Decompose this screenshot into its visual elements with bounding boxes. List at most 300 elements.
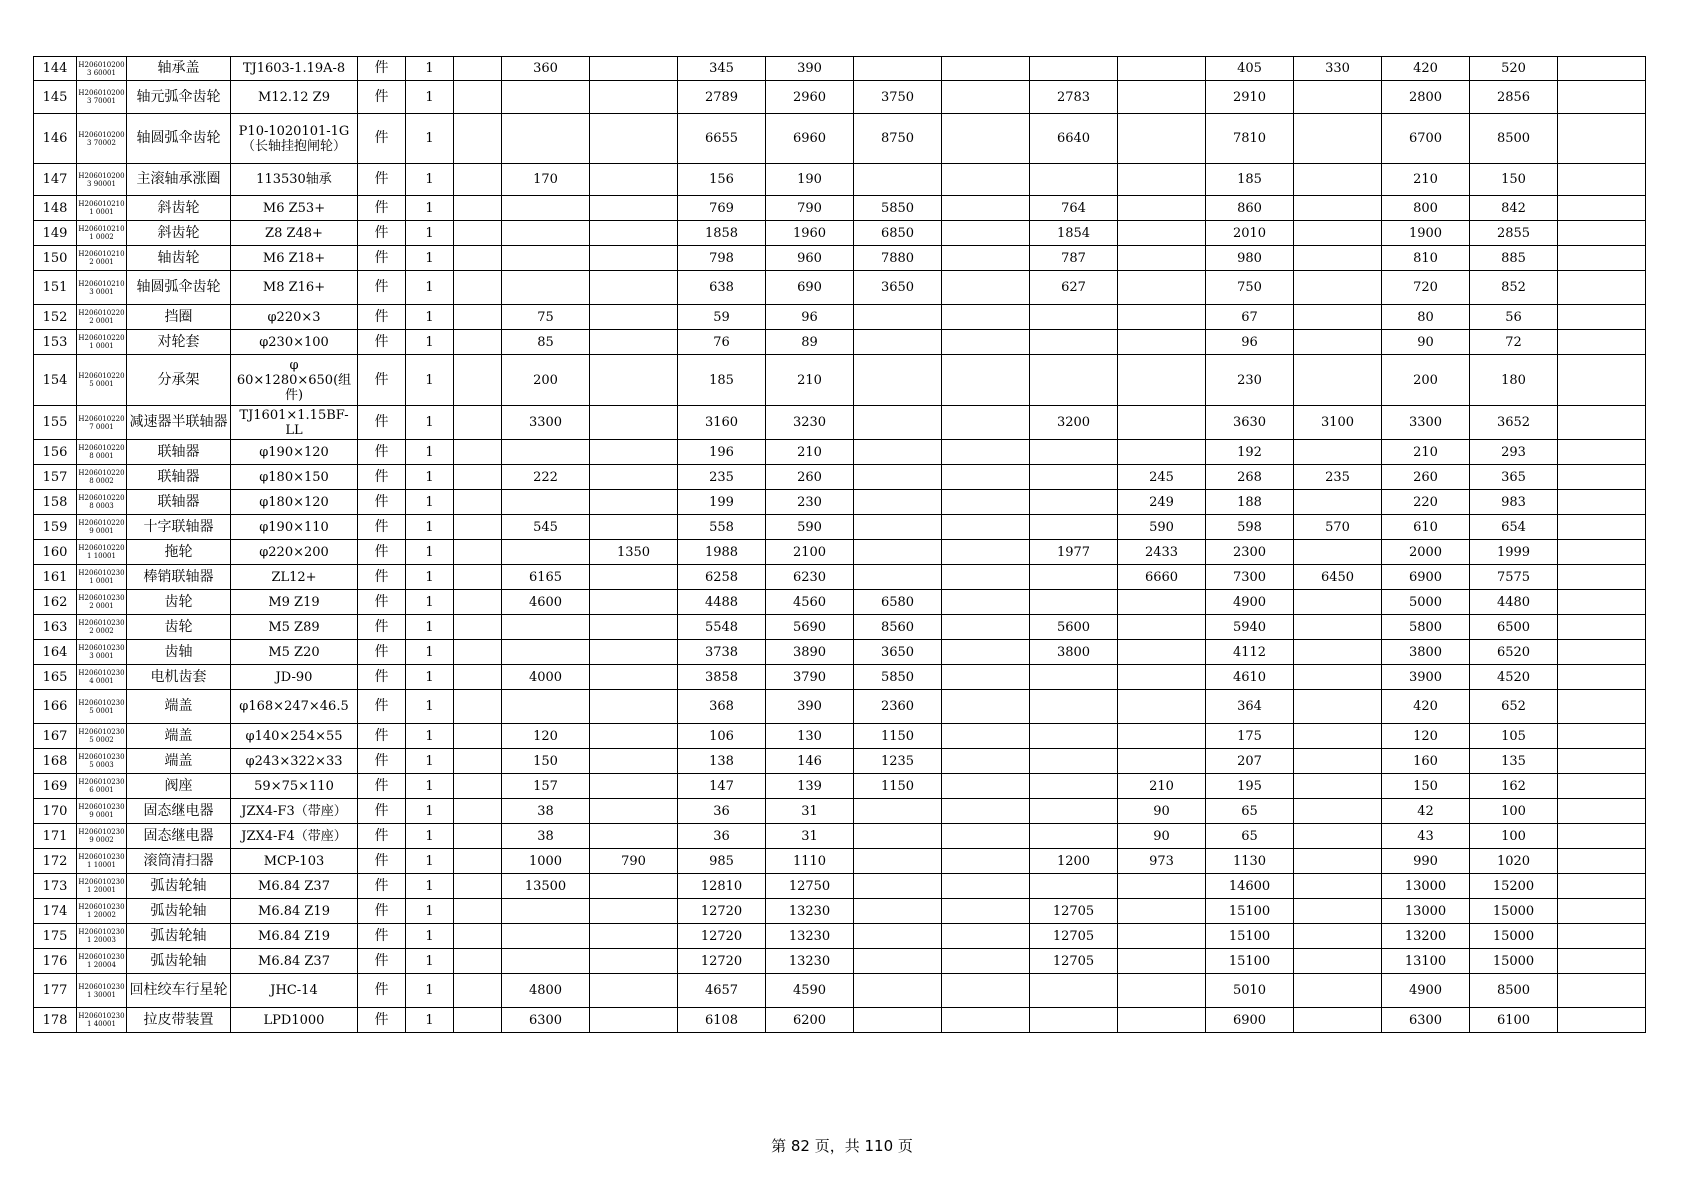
item-spec: φ140×254×55 — [231, 724, 358, 749]
table-row — [34, 271, 1646, 305]
price-cell — [942, 615, 1030, 640]
row-number: 177 — [34, 974, 77, 1008]
price-cell — [854, 540, 942, 565]
item-qty: 1 — [406, 515, 454, 540]
item-spec: M9 Z19 — [231, 590, 358, 615]
price-cell — [942, 81, 1030, 114]
item-spec: φ 60×1280×650(组件) — [231, 355, 358, 406]
price-cell: 3890 — [766, 640, 854, 665]
price-cell: 188 — [1206, 490, 1294, 515]
price-cell — [1558, 1008, 1646, 1033]
price-cell — [1294, 440, 1382, 465]
price-cell — [502, 640, 590, 665]
price-cell — [502, 221, 590, 246]
price-cell: 3790 — [766, 665, 854, 690]
price-cell: 590 — [1118, 515, 1206, 540]
price-cell: 220 — [1382, 490, 1470, 515]
price-cell: 7575 — [1470, 565, 1558, 590]
table-row — [34, 355, 1646, 406]
item-spec: φ190×120 — [231, 440, 358, 465]
price-cell: 852 — [1470, 271, 1558, 305]
price-cell: 3738 — [678, 640, 766, 665]
price-cell — [1030, 565, 1118, 590]
price-cell — [590, 490, 678, 515]
row-number: 153 — [34, 330, 77, 355]
price-cell: 120 — [1382, 724, 1470, 749]
price-cell — [590, 440, 678, 465]
price-cell: 38 — [502, 799, 590, 824]
price-cell: 8560 — [854, 615, 942, 640]
price-cell: 150 — [1382, 774, 1470, 799]
price-cell: 2856 — [1470, 81, 1558, 114]
price-cell: 1150 — [854, 724, 942, 749]
item-code: H2060102309 0001 — [77, 799, 127, 824]
price-cell: 2800 — [1382, 81, 1470, 114]
item-code: H2060102303 0001 — [77, 640, 127, 665]
row-number: 151 — [34, 271, 77, 305]
price-cell: 860 — [1206, 196, 1294, 221]
price-cell — [942, 1008, 1030, 1033]
price-cell — [1118, 114, 1206, 164]
price-cell — [1558, 749, 1646, 774]
table-row — [34, 57, 1646, 81]
price-cell — [942, 114, 1030, 164]
item-qty: 1 — [406, 406, 454, 440]
price-cell: 120 — [502, 724, 590, 749]
price-cell: 72 — [1470, 330, 1558, 355]
price-cell — [1294, 665, 1382, 690]
price-cell — [854, 924, 942, 949]
price-cell — [942, 515, 1030, 540]
item-name: 齿轮 — [127, 615, 231, 640]
price-cell — [854, 899, 942, 924]
price-cell — [454, 565, 502, 590]
price-cell: 420 — [1382, 57, 1470, 81]
price-cell: 983 — [1470, 490, 1558, 515]
item-code: H2060102003 60001 — [77, 57, 127, 81]
item-name: 斜齿轮 — [127, 196, 231, 221]
item-spec: M6.84 Z37 — [231, 949, 358, 974]
table-row — [34, 114, 1646, 164]
price-cell — [1030, 490, 1118, 515]
price-cell: 96 — [766, 305, 854, 330]
item-qty: 1 — [406, 724, 454, 749]
table-row — [34, 665, 1646, 690]
item-code: H2060102101 0001 — [77, 196, 127, 221]
price-cell: 230 — [766, 490, 854, 515]
item-name: 端盖 — [127, 724, 231, 749]
price-cell — [454, 949, 502, 974]
price-cell: 390 — [766, 690, 854, 724]
price-cell: 2910 — [1206, 81, 1294, 114]
price-cell: 3160 — [678, 406, 766, 440]
price-cell — [1558, 271, 1646, 305]
item-spec: LPD1000 — [231, 1008, 358, 1033]
price-cell: 5000 — [1382, 590, 1470, 615]
price-cell: 6258 — [678, 565, 766, 590]
price-cell: 59 — [678, 305, 766, 330]
price-cell — [942, 330, 1030, 355]
price-cell: 199 — [678, 490, 766, 515]
price-cell: 1200 — [1030, 849, 1118, 874]
item-unit: 件 — [358, 490, 406, 515]
price-cell: 12720 — [678, 949, 766, 974]
price-cell: 13000 — [1382, 874, 1470, 899]
price-cell: 330 — [1294, 57, 1382, 81]
price-cell — [454, 196, 502, 221]
price-cell: 15000 — [1470, 924, 1558, 949]
item-code: H2060102003 70001 — [77, 81, 127, 114]
item-code: H2060102301 20001 — [77, 874, 127, 899]
price-cell — [590, 246, 678, 271]
price-cell: 210 — [1118, 774, 1206, 799]
item-unit: 件 — [358, 406, 406, 440]
item-spec: φ190×110 — [231, 515, 358, 540]
price-cell — [1294, 949, 1382, 974]
price-cell — [590, 164, 678, 196]
price-cell: 800 — [1382, 196, 1470, 221]
price-cell — [590, 465, 678, 490]
price-cell — [1030, 824, 1118, 849]
price-cell — [1294, 246, 1382, 271]
price-cell: 38 — [502, 824, 590, 849]
table-row — [34, 515, 1646, 540]
price-cell: 6108 — [678, 1008, 766, 1033]
item-spec: M5 Z89 — [231, 615, 358, 640]
price-cell — [854, 974, 942, 1008]
price-cell: 13500 — [502, 874, 590, 899]
price-cell — [942, 57, 1030, 81]
price-cell — [942, 724, 1030, 749]
price-cell — [590, 824, 678, 849]
price-cell — [590, 749, 678, 774]
price-cell — [1030, 164, 1118, 196]
price-cell — [502, 540, 590, 565]
item-code: H2060102305 0003 — [77, 749, 127, 774]
price-cell: 293 — [1470, 440, 1558, 465]
item-spec: 113530轴承 — [231, 164, 358, 196]
row-number: 161 — [34, 565, 77, 590]
price-cell: 195 — [1206, 774, 1294, 799]
price-cell: 175 — [1206, 724, 1294, 749]
item-unit: 件 — [358, 196, 406, 221]
price-cell: 960 — [766, 246, 854, 271]
price-cell: 160 — [1382, 749, 1470, 774]
price-cell: 6165 — [502, 565, 590, 590]
price-cell: 6655 — [678, 114, 766, 164]
price-cell — [1558, 824, 1646, 849]
price-cell — [1558, 330, 1646, 355]
row-number: 147 — [34, 164, 77, 196]
table-row — [34, 849, 1646, 874]
item-qty: 1 — [406, 590, 454, 615]
price-cell — [454, 724, 502, 749]
price-cell — [1294, 271, 1382, 305]
item-name: 轴圆弧伞齿轮 — [127, 271, 231, 305]
row-number: 145 — [34, 81, 77, 114]
price-cell: 368 — [678, 690, 766, 724]
item-name: 滚筒清扫器 — [127, 849, 231, 874]
price-cell: 67 — [1206, 305, 1294, 330]
price-cell: 3300 — [1382, 406, 1470, 440]
price-cell: 8750 — [854, 114, 942, 164]
price-cell: 790 — [766, 196, 854, 221]
price-cell — [1118, 330, 1206, 355]
price-cell: 787 — [1030, 246, 1118, 271]
item-qty: 1 — [406, 924, 454, 949]
price-cell: 12810 — [678, 874, 766, 899]
price-cell: 6450 — [1294, 565, 1382, 590]
price-cell: 750 — [1206, 271, 1294, 305]
price-cell — [942, 590, 1030, 615]
price-cell — [502, 690, 590, 724]
price-cell: 3300 — [502, 406, 590, 440]
price-cell — [1294, 540, 1382, 565]
price-cell: 13200 — [1382, 924, 1470, 949]
price-cell — [590, 221, 678, 246]
price-cell — [590, 355, 678, 406]
price-cell — [1118, 615, 1206, 640]
price-cell: 36 — [678, 799, 766, 824]
item-unit: 件 — [358, 81, 406, 114]
price-cell: 364 — [1206, 690, 1294, 724]
item-qty: 1 — [406, 305, 454, 330]
price-cell: 3630 — [1206, 406, 1294, 440]
item-name: 联轴器 — [127, 440, 231, 465]
price-cell: 15100 — [1206, 899, 1294, 924]
price-cell — [942, 690, 1030, 724]
price-cell — [1558, 515, 1646, 540]
item-qty: 1 — [406, 355, 454, 406]
price-cell — [1118, 874, 1206, 899]
price-cell — [1118, 221, 1206, 246]
price-cell — [1118, 724, 1206, 749]
price-cell: 1235 — [854, 749, 942, 774]
price-cell: 4900 — [1382, 974, 1470, 1008]
item-name: 拉皮带装置 — [127, 1008, 231, 1033]
item-code: H2060102202 0001 — [77, 305, 127, 330]
price-cell — [1558, 406, 1646, 440]
price-cell: 105 — [1470, 724, 1558, 749]
item-name: 减速器半联轴器 — [127, 406, 231, 440]
price-cell: 43 — [1382, 824, 1470, 849]
item-qty: 1 — [406, 490, 454, 515]
price-cell: 3900 — [1382, 665, 1470, 690]
price-cell — [854, 799, 942, 824]
price-cell: 1350 — [590, 540, 678, 565]
price-cell — [1118, 590, 1206, 615]
price-cell — [1118, 406, 1206, 440]
row-number: 178 — [34, 1008, 77, 1033]
price-cell: 6230 — [766, 565, 854, 590]
item-name: 拖轮 — [127, 540, 231, 565]
price-cell — [454, 114, 502, 164]
item-code: H2060102208 0002 — [77, 465, 127, 490]
item-spec: M5 Z20 — [231, 640, 358, 665]
price-cell: 185 — [678, 355, 766, 406]
row-number: 152 — [34, 305, 77, 330]
price-cell: 3230 — [766, 406, 854, 440]
row-number: 150 — [34, 246, 77, 271]
price-cell: 2100 — [766, 540, 854, 565]
table-row — [34, 565, 1646, 590]
price-cell — [854, 330, 942, 355]
price-cell: 2783 — [1030, 81, 1118, 114]
row-number: 173 — [34, 874, 77, 899]
item-unit: 件 — [358, 824, 406, 849]
price-cell — [854, 490, 942, 515]
price-cell — [942, 305, 1030, 330]
price-cell — [1294, 799, 1382, 824]
item-qty: 1 — [406, 1008, 454, 1033]
price-cell — [1118, 749, 1206, 774]
row-number: 156 — [34, 440, 77, 465]
price-cell — [942, 164, 1030, 196]
price-cell — [454, 330, 502, 355]
table-row — [34, 246, 1646, 271]
price-cell — [942, 774, 1030, 799]
table-row — [34, 774, 1646, 799]
price-cell: 973 — [1118, 849, 1206, 874]
price-cell: 31 — [766, 824, 854, 849]
item-qty: 1 — [406, 57, 454, 81]
item-spec: M12.12 Z9 — [231, 81, 358, 114]
row-number: 168 — [34, 749, 77, 774]
item-code: H2060102301 20003 — [77, 924, 127, 949]
row-number: 154 — [34, 355, 77, 406]
price-cell — [1030, 665, 1118, 690]
item-code: H2060102302 0001 — [77, 590, 127, 615]
price-cell: 156 — [678, 164, 766, 196]
item-name: 对轮套 — [127, 330, 231, 355]
price-cell — [942, 565, 1030, 590]
price-cell — [590, 724, 678, 749]
price-cell: 842 — [1470, 196, 1558, 221]
price-cell: 6900 — [1206, 1008, 1294, 1033]
price-cell: 590 — [766, 515, 854, 540]
price-cell: 360 — [502, 57, 590, 81]
price-cell — [1030, 749, 1118, 774]
price-cell: 200 — [502, 355, 590, 406]
item-code: H2060102302 0002 — [77, 615, 127, 640]
price-cell — [1558, 640, 1646, 665]
price-cell — [1118, 355, 1206, 406]
price-cell: 1000 — [502, 849, 590, 874]
price-cell: 2000 — [1382, 540, 1470, 565]
price-cell: 405 — [1206, 57, 1294, 81]
item-spec: φ168×247×46.5 — [231, 690, 358, 724]
price-cell — [1118, 440, 1206, 465]
price-cell — [1558, 440, 1646, 465]
item-qty: 1 — [406, 874, 454, 899]
item-name: 阀座 — [127, 774, 231, 799]
price-cell: 2433 — [1118, 540, 1206, 565]
price-cell — [590, 640, 678, 665]
price-cell — [942, 355, 1030, 406]
item-unit: 件 — [358, 164, 406, 196]
table-row — [34, 724, 1646, 749]
item-spec: ZL12+ — [231, 565, 358, 590]
price-cell: 85 — [502, 330, 590, 355]
item-code: H2060102003 70002 — [77, 114, 127, 164]
price-cell — [454, 640, 502, 665]
item-code: H2060102305 0001 — [77, 690, 127, 724]
price-cell: 162 — [1470, 774, 1558, 799]
item-name: 挡圈 — [127, 305, 231, 330]
item-name: 弧齿轮轴 — [127, 899, 231, 924]
item-qty: 1 — [406, 749, 454, 774]
item-spec: JHC-14 — [231, 974, 358, 1008]
price-cell: 31 — [766, 799, 854, 824]
item-qty: 1 — [406, 974, 454, 1008]
price-cell: 12720 — [678, 924, 766, 949]
row-number: 148 — [34, 196, 77, 221]
price-cell: 6100 — [1470, 1008, 1558, 1033]
price-cell — [1294, 355, 1382, 406]
price-cell: 8500 — [1470, 114, 1558, 164]
price-cell — [1558, 665, 1646, 690]
price-cell — [1294, 164, 1382, 196]
price-cell — [1294, 615, 1382, 640]
price-cell — [942, 799, 1030, 824]
item-unit: 件 — [358, 590, 406, 615]
price-cell — [1558, 924, 1646, 949]
price-cell — [1030, 57, 1118, 81]
item-unit: 件 — [358, 440, 406, 465]
price-cell: 638 — [678, 271, 766, 305]
item-code: H2060102201 10001 — [77, 540, 127, 565]
price-cell: 200 — [1382, 355, 1470, 406]
price-cell — [454, 164, 502, 196]
price-cell: 4000 — [502, 665, 590, 690]
price-cell — [1294, 590, 1382, 615]
price-cell: 545 — [502, 515, 590, 540]
price-cell — [854, 465, 942, 490]
price-cell — [454, 221, 502, 246]
item-unit: 件 — [358, 974, 406, 1008]
price-cell: 2855 — [1470, 221, 1558, 246]
price-cell: 96 — [1206, 330, 1294, 355]
price-cell: 157 — [502, 774, 590, 799]
price-cell: 146 — [766, 749, 854, 774]
price-cell: 6520 — [1470, 640, 1558, 665]
price-cell — [1558, 899, 1646, 924]
item-qty: 1 — [406, 899, 454, 924]
price-cell — [454, 406, 502, 440]
item-name: 弧齿轮轴 — [127, 924, 231, 949]
price-cell: 235 — [678, 465, 766, 490]
item-code: H2060102306 0001 — [77, 774, 127, 799]
item-name: 主滚轴承涨圈 — [127, 164, 231, 196]
price-cell — [942, 221, 1030, 246]
price-cell — [454, 615, 502, 640]
price-cell: 90 — [1382, 330, 1470, 355]
item-qty: 1 — [406, 164, 454, 196]
item-qty: 1 — [406, 824, 454, 849]
row-number: 160 — [34, 540, 77, 565]
price-cell: 139 — [766, 774, 854, 799]
table-row — [34, 540, 1646, 565]
price-cell — [1294, 724, 1382, 749]
price-cell: 13000 — [1382, 899, 1470, 924]
price-cell — [1558, 465, 1646, 490]
price-cell: 56 — [1470, 305, 1558, 330]
price-cell — [942, 749, 1030, 774]
price-cell — [1294, 330, 1382, 355]
price-cell — [1294, 305, 1382, 330]
price-cell: 5800 — [1382, 615, 1470, 640]
price-cell — [1030, 799, 1118, 824]
